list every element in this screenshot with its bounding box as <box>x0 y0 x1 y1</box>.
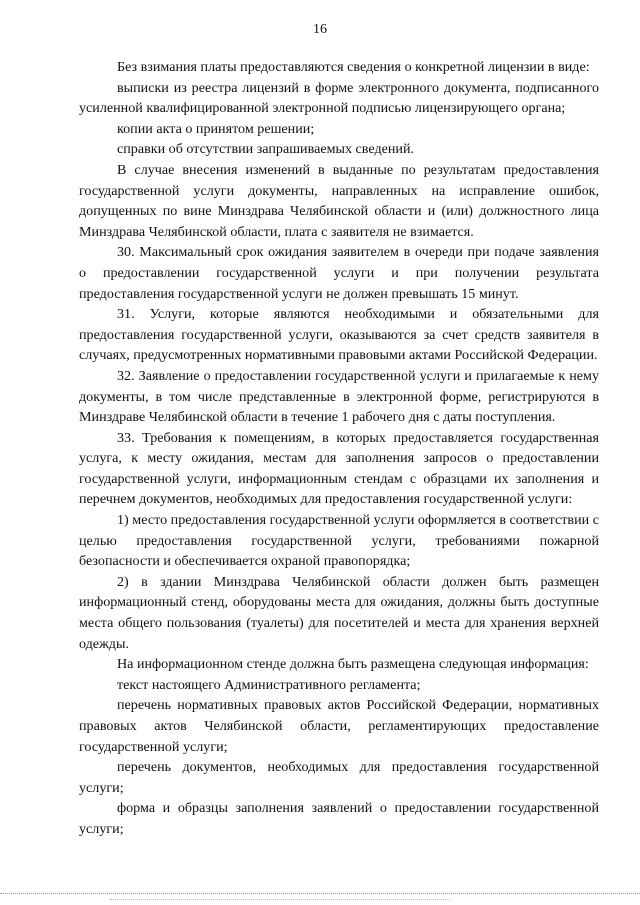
document-body <box>79 57 599 840</box>
paragraph: текст настоящего Административного регламента; <box>117 676 421 693</box>
paragraph: перечень документов, необходимых для предоставления государственной услуги; <box>79 759 599 796</box>
page-number: 16 <box>313 22 327 37</box>
paragraph: справки об отсутствии запрашиваемых сведений. <box>117 141 415 158</box>
paragraph: выписки из реестра лицензий в форме электронного документа, подписанного усиленной квалифицированной электронной подписью лицензирующего органа; <box>79 79 599 117</box>
paragraph: копии акта о принятом решении; <box>117 120 315 137</box>
paragraph: форма и образцы заполнения заявлений о предоставлении государственной услуги; <box>79 800 599 837</box>
paragraph: 31. Услуги, которые являются необходимыми и обязательными для предоставления государственной услуги, оказываются за счет средств заявителя в случаях, предусмотренных нормативными правовыми актами Российской Федерации. <box>79 306 599 364</box>
paragraph: Без взимания платы предоставляются сведения о конкретной лицензии в виде: <box>117 59 590 75</box>
paragraph: 1) место предоставления государственной услуги оформляется в соответствии с целью предоставления государственной услуги, требованиями пожарной безопасности и обеспечивается охраной правопорядка; <box>79 512 599 570</box>
paragraph: На информационном стенде должна быть размещена следующая информация: <box>117 656 589 673</box>
scan-artifact-line <box>110 899 450 901</box>
paragraph: 32. Заявление о предоставлении государственной услуги и прилагаемые к нему документы, в том числе представленные в электронной форме, регистрируются в Минздраве Челябинской области в течение 1 рабочего дня с даты поступления. <box>79 367 599 426</box>
paragraph: 33. Требования к помещениям, в которых предоставляется государственная услуга, к месту ожидания, местам для заполнения запросов о предоставлении государственной услуги, информационным стендам с образцами их заполнения и перечнем документов, необходимых для предоставления государственной услуги: <box>79 429 599 508</box>
paragraph: 30. Максимальный срок ожидания заявителем в очереди при подаче заявления о предоставлении государственной услуги и при получении результата предоставления государственной услуги не должен превышать 15 минут. <box>79 244 599 302</box>
paragraph: 2) в здании Минздрава Челябинской области должен быть размещен информационный стенд, оборудованы места для ожидания, должны быть доступные места общего пользования (туалеты) для посетителей и места для хранения верхней одежды. <box>79 573 599 652</box>
paragraph: В случае внесения изменений в выданные по результатам предоставления государственной услуги документы, направленных на исправление ошибок, допущенных по вине Минздрава Челябинской области и (или) должностного лица Минздрава Челябинской области, плата с заявителя не взимается. <box>79 161 599 240</box>
paragraph: перечень нормативных правовых актов Российской Федерации, нормативных правовых актов Челябинской области, регламентирующих предоставление государственной услуги; <box>79 697 599 755</box>
scan-artifact-line <box>0 893 640 895</box>
